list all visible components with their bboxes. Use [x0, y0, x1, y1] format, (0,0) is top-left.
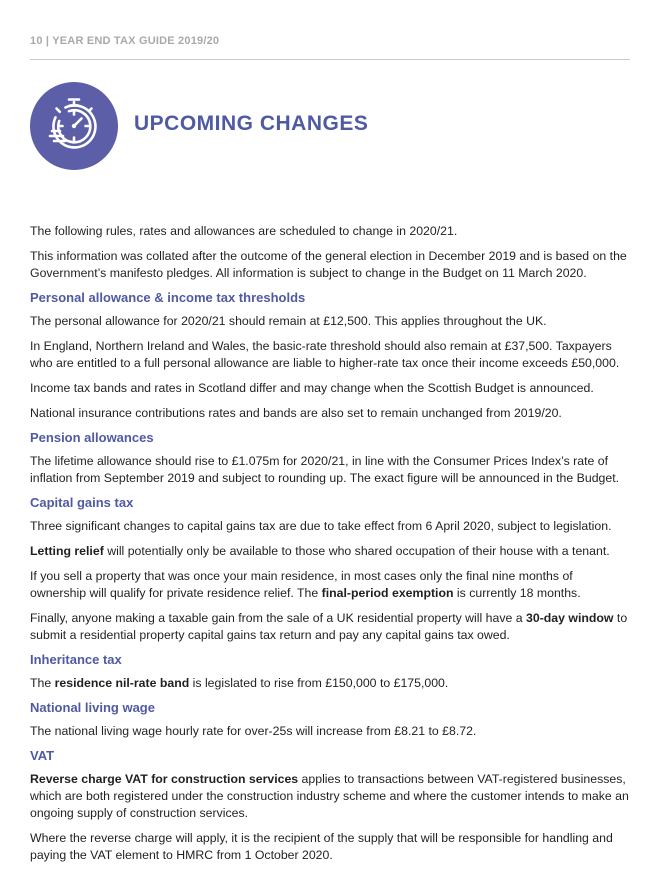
bold-term: 30-day window — [526, 611, 614, 625]
running-header: 10 | YEAR END TAX GUIDE 2019/20 — [30, 35, 220, 47]
bold-term: final-period exemption — [321, 586, 454, 600]
paragraph — [30, 610, 630, 644]
text-run: If you sell a property that was once your main residence, in most cases only the final nine months of ownership will qualify for private residence relief. The — [30, 569, 573, 600]
section-heading-capital-gains: Capital gains tax — [30, 495, 134, 510]
paragraph — [30, 771, 630, 822]
text-run: is currently 18 months. — [453, 586, 581, 600]
paragraph — [30, 568, 630, 602]
paragraph — [30, 675, 630, 692]
text-run: Finally, anyone making a taxable gain from the sale of a UK residential property will have a — [30, 611, 527, 625]
article-body — [30, 223, 630, 872]
text-run: will potentially only be available to those who shared occupation of their house with a tenant. — [103, 544, 610, 558]
text-run: The — [30, 676, 55, 690]
paragraph: National insurance contributions rates and bands are also set to remain unchanged from 2019/20. — [30, 406, 562, 420]
text-run: to submit a residential property capital gains tax return and pay any capital gains tax owed. — [30, 611, 628, 642]
intro-paragraph: The following rules, rates and allowances are scheduled to change in 2020/21. — [30, 224, 458, 238]
text-run: applies to transactions between VAT-registered businesses, which are both registered under the construction industry scheme and where the customer intends to make an ongoing supply of construction services. — [30, 772, 629, 820]
section-heading-pension: Pension allowances — [30, 430, 154, 445]
intro-paragraph: This information was collated after the outcome of the general election in December 2019 and is based on the Government’s manifesto pledges. All information is subject to change in the Budget on 11 March 2020. — [30, 249, 627, 280]
paragraph — [30, 543, 630, 560]
text-run: is legislated to rise from £150,000 to £175,000. — [189, 676, 449, 690]
paragraph: The national living wage hourly rate for over-25s will increase from £8.21 to £8.72. — [30, 724, 477, 738]
paragraph: The lifetime allowance should rise to £1.075m for 2020/21, in line with the Consumer Prices Index’s rate of inflation from September 2019 and subject to rounding up. The exact figure will be announced in the Budget. — [30, 454, 620, 485]
stopwatch-icon — [30, 82, 118, 170]
paragraph: The personal allowance for 2020/21 should remain at £12,500. This applies throughout the UK. — [30, 314, 547, 328]
paragraph: Three significant changes to capital gains tax are due to take effect from 6 April 2020, subject to legislation. — [30, 519, 612, 533]
paragraph: Income tax bands and rates in Scotland differ and may change when the Scottish Budget is announced. — [30, 381, 594, 395]
bold-term: residence nil-rate band — [54, 676, 190, 690]
bold-term: Reverse charge VAT for construction services — [30, 772, 299, 786]
page-title: UPCOMING CHANGES — [134, 112, 369, 135]
section-heading-vat: VAT — [30, 748, 55, 763]
paragraph: In England, Northern Ireland and Wales, the basic-rate threshold should also remain at £37,500. Taxpayers who are entitled to a full personal allowance are liable to higher-rate tax once their income exceeds £50,000. — [30, 339, 620, 370]
paragraph: Where the reverse charge will apply, it is the recipient of the supply that will be responsible for handling and paying the VAT element to HMRC from 1 October 2020. — [30, 831, 613, 862]
section-heading-living-wage: National living wage — [30, 700, 155, 715]
section-heading-personal-allowance: Personal allowance & income tax thresholds — [30, 290, 306, 305]
header-divider — [30, 59, 630, 60]
bold-term: Letting relief — [30, 544, 104, 558]
section-heading-inheritance: Inheritance tax — [30, 652, 122, 667]
